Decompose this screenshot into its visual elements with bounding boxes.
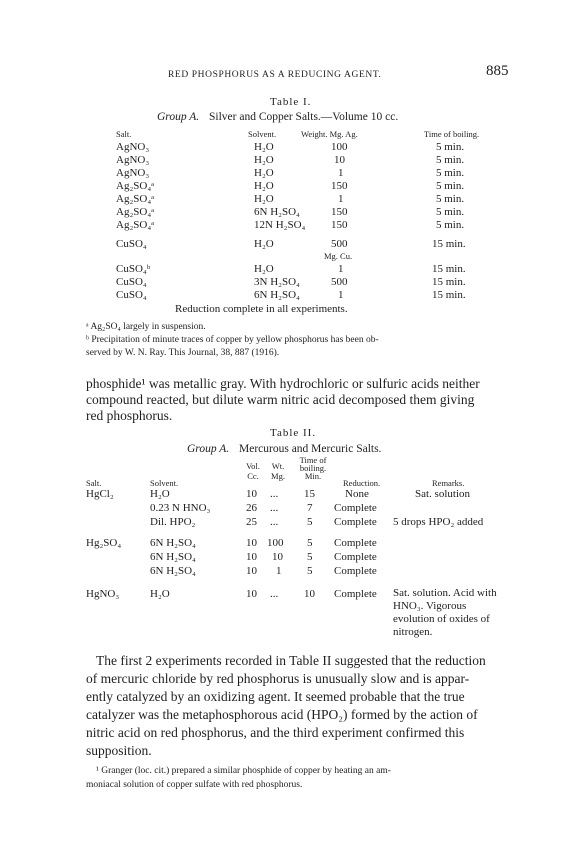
para2-line5: nitric acid on red phosphorus, and the third experiment confirmed this [86,725,465,740]
para2-line6: supposition. [86,743,152,758]
t1-salt: Ag₂SO₄ᵃ [116,219,155,231]
t2-solvent: 6N H₂SO₄ [150,537,196,549]
t1-weight: 1 [338,289,344,301]
table2-col-wt: Wt. Mg. [271,461,285,481]
t2-reduction: Complete [334,516,377,528]
t1-solvent: H₂O [254,167,274,179]
t1-weight: 10 [334,154,345,166]
table2-caption: Table II. [270,427,317,439]
t1-time: 15 min. [432,289,466,301]
footnote1-line2: moniacal solution of copper sulfate with red phosphorus. [86,780,303,790]
t1-salt: Ag₂SO₄ᵃ [116,193,155,205]
t2-salt: HgCl₂ [86,488,114,500]
t1-weight: 150 [331,219,348,231]
table1-col-salt: Salt. [116,129,132,139]
t1-time: 15 min. [432,238,466,250]
t1-solvent: 3N H₂SO₄ [254,276,300,288]
t1-salt: CuSO₄ᵇ [116,263,151,275]
t2-time: 7 [307,502,313,514]
t1-solvent: H₂O [254,180,274,192]
table1-subtitle: Silver and Copper Salts.—Volume 10 cc. [209,111,399,123]
t2-salt: HgNO₃ [86,588,120,600]
table2-group-label: Group A. [187,443,230,455]
table2-subtitle: Mercurous and Mercuric Salts. [239,443,382,455]
t2-vol: 10 [246,488,257,500]
t1-salt: Ag₂SO₄ᵃ [116,180,155,192]
t2-wt: 100 [267,537,284,549]
t1-mg-cu-label: Mg. Cu. [324,251,353,261]
t2-reduction: Complete [334,565,377,577]
footnote1-line1: ¹ Granger (loc. cit.) prepared a similar phosphide of copper by heating an am- [96,766,391,776]
t2-wt: ... [270,488,279,500]
t1-weight: 500 [331,238,348,250]
t1-time: 5 min. [436,219,465,231]
t1-weight: 1 [338,167,344,179]
t1-time: 5 min. [436,167,465,179]
para2-line3: ently catalyzed by an oxidizing agent. It seemed probable that the true [86,689,465,704]
t2-reduction: None [345,488,369,500]
t1-solvent: H₂O [254,193,274,205]
table2-col-solvent: Solvent. [150,478,179,488]
t1-solvent: 6N H₂SO₄ [254,206,300,218]
t2-solvent: H₂O [150,488,170,500]
t1-time: 15 min. [432,263,466,275]
t2-remarks: Sat. solution [415,488,471,500]
t2-solvent: H₂O [150,588,170,600]
table2-col-vol: Vol. Cc. [246,461,260,481]
t2-vol: 10 [246,565,257,577]
para1-line3: red phosphorus. [86,408,173,423]
t1-salt: CuSO₄ [116,238,147,250]
t2-wt: ... [270,588,279,600]
para1-line1: phosphide¹ was metallic gray. With hydrochloric or sulfuric acids neither [86,376,480,391]
table2-col-remarks: Remarks. [432,478,465,488]
t1-salt: CuSO₄ [116,276,147,288]
para2-line4: catalyzer was the metaphosphorous acid (HPO₂) formed by the action of [86,707,478,722]
t2-time: 5 [307,537,313,549]
t2-solvent: 6N H₂SO₄ [150,565,196,577]
t2-reduction: Complete [334,588,377,600]
t1-solvent: H₂O [254,238,274,250]
t1-solvent: H₂O [254,263,274,275]
t1-time: 5 min. [436,193,465,205]
para1-line2: compound reacted, but dilute warm nitric acid decomposed them giving [86,392,475,407]
t1-solvent: H₂O [254,141,274,153]
table1-footnote-a: ᵃ Ag₂SO₄ largely in suspension. [86,322,206,332]
table2-col-time: Time of boiling. Min. [299,455,327,481]
t2-solvent: 6N H₂SO₄ [150,551,196,563]
t1-salt: AgNO₃ [116,154,150,166]
table2-col-reduction: Reduction. [343,478,381,488]
t2-time: 5 [307,516,313,528]
table1-caption: Table I. [270,96,312,108]
t1-salt: Ag₂SO₄ᵃ [116,206,155,218]
t2-reduction: Complete [334,551,377,563]
t2-time: 5 [307,565,313,577]
t2-time: 5 [307,551,313,563]
t1-time: 5 min. [436,180,465,192]
table1-group-label: Group A. [157,111,200,123]
t2-solvent: 0.23 N HNO₃ [150,502,211,514]
t1-solvent: H₂O [254,154,274,166]
t2-reduction: Complete [334,502,377,514]
t1-time: 15 min. [432,276,466,288]
t1-solvent: 6N H₂SO₄ [254,289,300,301]
table1-footnote-b-line1: ᵇ Precipitation of minute traces of copper by yellow phosphorus has been ob- [86,335,379,345]
page-number: 885 [486,63,509,79]
table1-col-solvent: Solvent. [248,129,277,139]
t1-salt: AgNO₃ [116,141,150,153]
t1-salt: AgNO₃ [116,167,150,179]
table2-col-salt: Salt. [86,478,102,488]
para2-line2: of mercuric chloride by red phosphorus is unusually slow and is appar- [86,671,470,686]
table1-col-weight: Weight. Mg. Ag. [301,129,358,139]
t2-remarks: Sat. solution. Acid with HNO₃. Vigorous evolution of oxides of nitrogen. [393,587,497,638]
t1-weight: 100 [331,141,348,153]
table1-footnote-b-line2: served by W. N. Ray. This Journal, 38, 887 (1916). [86,348,280,358]
t1-time: 5 min. [436,206,465,218]
t2-vol: 10 [246,537,257,549]
t1-weight: 1 [338,193,344,205]
t2-wt: 10 [272,551,283,563]
t2-vol: 25 [246,516,257,528]
t2-wt: 1 [276,565,282,577]
table1-col-time: Time of boiling. [424,129,480,139]
t2-remarks: 5 drops HPO₂ added [393,516,484,528]
para2-line1: The first 2 experiments recorded in Table II suggested that the reduction [96,653,486,668]
t2-wt: ... [270,502,279,514]
t2-wt: ... [270,516,279,528]
t2-time: 15 [304,488,315,500]
t1-time: 5 min. [436,154,465,166]
running-title: RED PHOSPHORUS AS A REDUCING AGENT. [168,70,382,80]
table1-note: Reduction complete in all experiments. [175,303,348,315]
t2-solvent: Dil. HPO₂ [150,516,196,528]
t1-solvent: 12N H₂SO₄ [254,219,306,231]
t2-salt: Hg₂SO₄ [86,537,122,549]
t1-weight: 150 [331,206,348,218]
t2-reduction: Complete [334,537,377,549]
t2-time: 10 [304,588,315,600]
t1-weight: 1 [338,263,344,275]
t1-weight: 150 [331,180,348,192]
t1-time: 5 min. [436,141,465,153]
t2-vol: 10 [246,551,257,563]
t1-weight: 500 [331,276,348,288]
t1-salt: CuSO₄ [116,289,147,301]
t2-vol: 10 [246,588,257,600]
t2-vol: 26 [246,502,257,514]
